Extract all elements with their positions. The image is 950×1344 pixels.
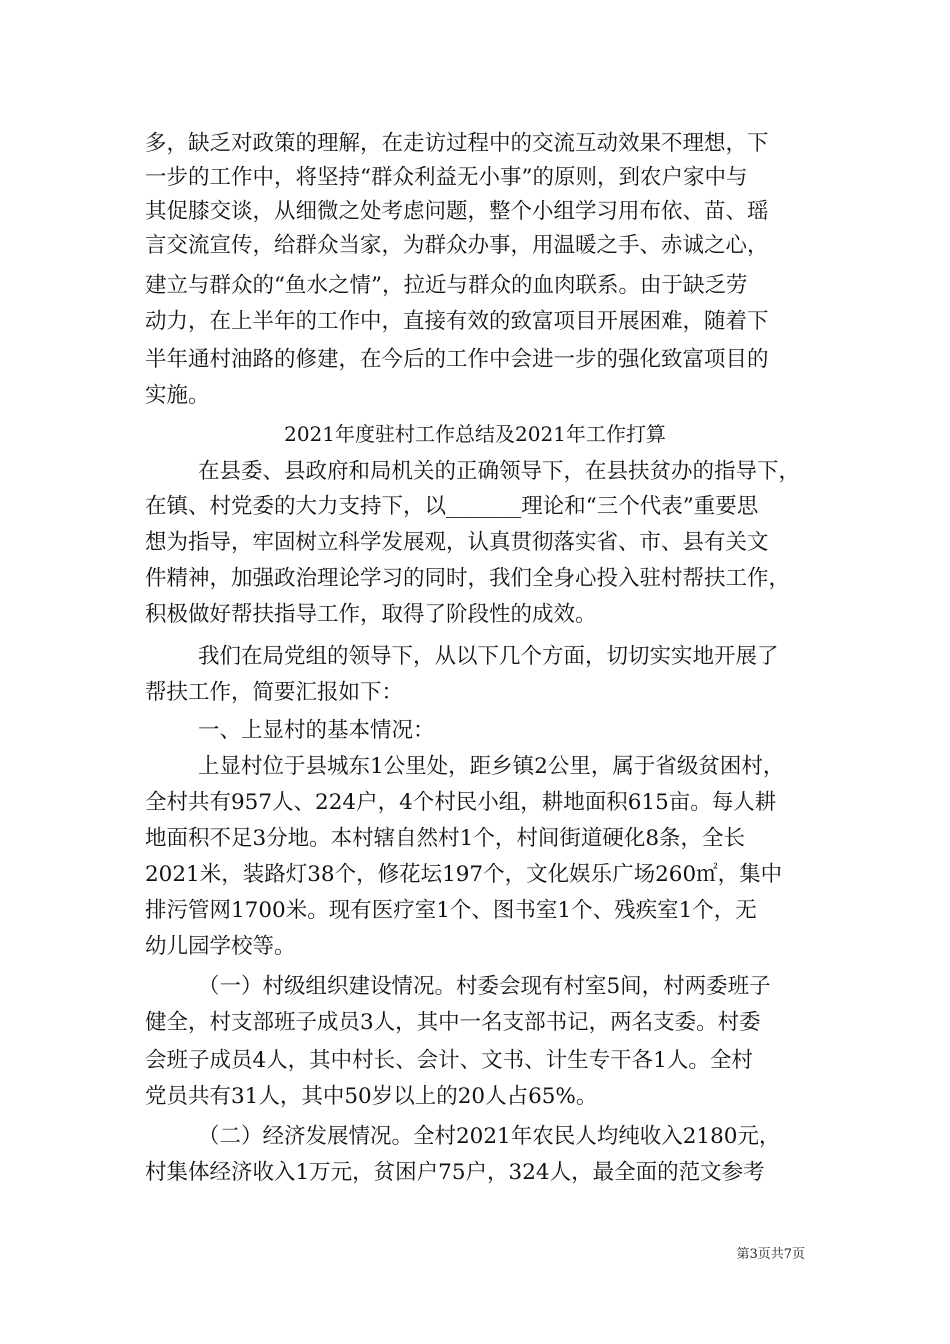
text-line: 半年通村油路的修建，在今后的工作中会进一步的强化致富项目的 [145, 347, 769, 372]
text-line: 全村共有957人、224户，4个村民小组，耕地面积615亩。每人耕 [145, 790, 777, 815]
text-line: 地面积不足3分地。本村辖自然村1个，村间街道硬化8条，全长 [145, 826, 746, 851]
text-line: 健全，村支部班子成员3人，其中一名支部书记，两名支委。村委 [145, 1010, 761, 1035]
section-title: 2021年度驻村工作总结及2021年工作打算 [284, 422, 666, 446]
text-line: 幼儿园学校等。 [145, 934, 296, 959]
text-line: 言交流宣传，给群众当家，为群众办事，用温暖之手、赤诚之心， [145, 233, 769, 258]
section-heading: 一、上显村的基本情况： [198, 718, 435, 743]
paragraph-start-line: 我们在局党组的领导下，从以下几个方面，切切实实地开展了 [198, 644, 779, 669]
text-line: 村集体经济收入1万元，贫困户75户，324人，最全面的范文参考 [145, 1160, 765, 1185]
page-number: 第3页共7页 [736, 1247, 805, 1262]
text-line: 会班子成员4人，其中村长、会计、文书、计生专干各1人。全村 [145, 1048, 753, 1073]
text-line: 多，缺乏对政策的理解，在走访过程中的交流互动效果不理想，下 [145, 131, 769, 156]
text-line: 动力，在上半年的工作中，直接有效的致富项目开展困难，随着下 [145, 309, 769, 334]
text-line: 一步的工作中，将坚持“群众利益无小事”的原则，到农户家中与 [145, 165, 748, 190]
text-line: 党员共有31人，其中50岁以上的20人占65%。 [145, 1084, 598, 1109]
text-line: 帮扶工作，简要汇报如下： [145, 680, 404, 705]
paragraph-start-line: 上显村位于县城东1公里处，距乡镇2公里，属于省级贫困村， [198, 754, 785, 779]
text-line: 件精神，加强政治理论学习的同时，我们全身心投入驻村帮扶工作， [145, 566, 791, 591]
paragraph-start-line: 在县委、县政府和局机关的正确领导下，在县扶贫办的指导下， [198, 459, 801, 484]
paragraph-start-line: （二）经济发展情况。全村2021年农民人均纯收入2180元， [198, 1124, 781, 1149]
paragraph-start-line: （一）村级组织建设情况。村委会现有村室5间，村两委班子 [198, 974, 771, 999]
text-line: 在镇、村党委的大力支持下，以_______理论和“三个代表”重要思 [145, 494, 759, 519]
text-line: 排污管网1700米。现有医疗室1个、图书室1个、残疾室1个，无 [145, 898, 757, 923]
text-line: 建立与群众的“鱼水之情”，拉近与群众的血肉联系。由于缺乏劳 [145, 273, 748, 298]
text-line: 积极做好帮扶指导工作，取得了阶段性的成效。 [145, 602, 597, 627]
text-line: 实施。 [145, 383, 210, 408]
text-line: 其促膝交谈，从细微之处考虑问题，整个小组学习用布依、苗、瑶 [145, 199, 769, 224]
text-line: 想为指导，牢固树立科学发展观，认真贯彻落实省、市、县有关文 [145, 530, 769, 555]
text-line: 2021米，装路灯38个，修花坛197个，文化娱乐广场260㎡，集中 [145, 862, 783, 887]
